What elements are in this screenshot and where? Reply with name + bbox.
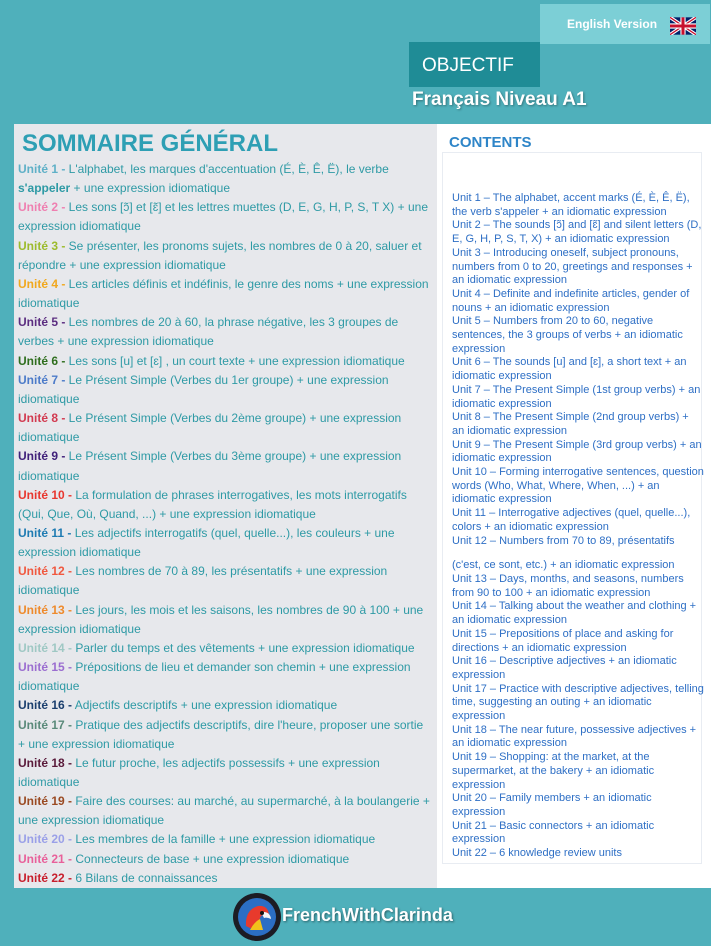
unit-item-fr <box>18 275 430 313</box>
unit-description: Les membres de la famille + une expression idiomatique <box>72 832 376 847</box>
unit-description: Les adjectifs interrogatifs (quel, quelle...), les couleurs + une expression idiomatique <box>18 525 395 560</box>
unit-description: Faire des courses: au marché, au supermarché, à la boulangerie + une expression idiomatique <box>18 794 430 828</box>
unit-item-fr <box>18 198 430 236</box>
unit-item-en: Unit 13 – Days, months, and seasons, numbers from 90 to 100 + an idiomatic expression <box>452 572 684 599</box>
unit-item-en: Unit 11 – Interrogative adjectives (quel, quelle...), colors + an idiomatic expression <box>452 507 691 533</box>
unit-item-en: Unit 15 – Prepositions of place and asking for directions + an idiomatic expression <box>452 627 674 654</box>
language-switch[interactable] <box>540 4 710 44</box>
unit-description: Se présenter, les pronoms sujets, les nombres de 0 à 20, saluer et répondre + une expression idiomatique <box>18 238 422 272</box>
unit-description-cont: + une expression idiomatique <box>70 181 230 196</box>
unit-description: Les jours, les mois et les saisons, les nombres de 90 à 100 + une expression idiomatique <box>18 602 424 636</box>
unit-description: Les sons [ɔ̃] et [ɛ̃] et les lettres muettes (D, E, G, H, P, S, T X) + une expression idiomatique <box>18 200 428 234</box>
unit-item-en: Unit 22 – 6 knowledge review units <box>452 847 622 860</box>
unit-label: Unité 12 - <box>18 564 73 579</box>
language-label[interactable]: English Version <box>567 17 658 31</box>
unit-item-en: Unit 3 – Introducing oneself, subject pronouns, numbers from 0 to 20, greetings and responses + an idiomatic expression <box>452 246 693 287</box>
contents-box <box>442 152 702 864</box>
unit-item-fr <box>18 869 430 888</box>
unit-item-fr <box>18 850 430 869</box>
unit-label: Unité 3 - <box>18 238 66 253</box>
unit-label: Unité 22 - <box>18 870 73 885</box>
unit-description: L'alphabet, les marques d'accentuation (É, È, Ê, Ë), le verbe <box>65 162 389 176</box>
unit-description: La formulation de phrases interrogatives, les mots interrogatifs (Qui, Que, Où, Quand, ...) + une expression idiomatique <box>18 487 407 521</box>
unit-item-en: Unit 14 – Talking about the weather and clothing + an idiomatic expression <box>452 600 697 627</box>
unit-label: Unité 16 - <box>18 698 73 713</box>
unit-description: Les sons [u] et [ɛ] , un court texte + une expression idiomatique <box>65 353 405 368</box>
unit-description: Les nombres de 20 à 60, la phrase négative, les 3 groupes de verbes + une expression idiomatique <box>18 315 399 349</box>
unit-label: Unité 17 - <box>18 717 73 732</box>
summary-title: SOMMAIRE GÉNÉRAL <box>22 130 279 157</box>
unit-item-fr <box>18 830 430 849</box>
english-unit-list <box>452 192 704 861</box>
unit-label: Unité 9 - <box>18 449 66 464</box>
unit-item-fr <box>18 486 430 524</box>
unit-item-en: Unit 1 – The alphabet, accent marks (É, È, Ê, Ë), the verb s'appeler + an idiomatic expression <box>452 192 690 218</box>
unit-label: Unité 13 - <box>18 602 73 617</box>
unit-item-en: Unit 8 – The Present Simple (2nd group verbs) + an idiomatic expression <box>452 411 689 437</box>
unit-item-en: Unit 5 – Numbers from 20 to 60, negative sentences, the 3 groups of verbs + an idiomatic expression <box>452 315 683 355</box>
unit-item-fr <box>18 601 430 639</box>
unit-label: Unité 20 - <box>18 832 73 847</box>
unit-item-fr <box>18 658 430 696</box>
unit-item-fr <box>18 716 430 754</box>
uk-flag-icon[interactable] <box>670 17 696 35</box>
unit-description: Parler du temps et des vêtements + une expression idiomatique <box>72 640 415 655</box>
unit-label: Unité 6 - <box>18 353 66 368</box>
unit-item-fr <box>18 313 430 351</box>
unit-description: Pratique des adjectifs descriptifs, dire l'heure, proposer une sortie + une expression idiomatique <box>18 717 424 751</box>
objective-label: OBJECTIF <box>422 55 514 76</box>
unit-item-fr <box>18 696 430 715</box>
unit-description: Prépositions de lieu et demander son chemin + une expression idiomatique <box>18 660 411 694</box>
unit-label: Unité 10 - <box>18 487 73 502</box>
brand-name: FrenchWithClarinda <box>282 905 453 925</box>
unit-highlight: s'appeler <box>18 181 71 196</box>
contents-title: CONTENTS <box>449 134 532 151</box>
unit-item-en: Unit 17 – Practice with descriptive adjectives, telling time, suggesting an outing + an idiomatic expression <box>452 682 704 723</box>
level-title: Français Niveau A1 <box>412 89 587 110</box>
unit-item-en: Unit 4 – Definite and indefinite articles, gender of nouns + an idiomatic expression <box>452 287 690 314</box>
unit-label: Unité 7 - <box>18 372 66 387</box>
unit-item-en: Unit 10 – Forming interrogative sentences, question words (Who, What, Where, When, ...) + an idiomatic expression <box>452 466 704 506</box>
unit-label: Unité 5 - <box>18 315 66 330</box>
unit-label: Unité 21 - <box>18 851 73 866</box>
unit-label: Unité 15 - <box>18 660 73 675</box>
unit-item-fr <box>18 792 430 830</box>
unit-item-fr <box>18 447 430 485</box>
unit-item-fr <box>18 562 430 600</box>
unit-item-fr <box>18 237 430 275</box>
french-unit-list <box>18 160 430 888</box>
unit-item-en: Unit 20 – Family members + an idiomatic expression <box>452 792 652 818</box>
unit-description: Le Présent Simple (Verbes du 2ème groupe) + une expression idiomatique <box>18 411 402 445</box>
objective-badge <box>409 42 540 87</box>
unit-item-en: Unit 18 – The near future, possessive adjectives + an idiomatic expression <box>452 723 697 750</box>
unit-item-fr <box>18 754 430 792</box>
unit-item-en: Unit 19 – Shopping: at the market, at the supermarket, at the bakery + an idiomatic expression <box>452 751 655 791</box>
unit-item-en: Unit 12 – Numbers from 70 to 89, présentatifs <box>452 534 675 547</box>
unit-label: Unité 2 - <box>18 200 66 215</box>
unit-description: Le futur proche, les adjectifs possessifs + une expression idiomatique <box>18 755 380 789</box>
unit-item-fr <box>18 352 430 371</box>
unit-label: Unité 4 - <box>18 276 66 291</box>
unit-label: Unité 8 - <box>18 411 66 426</box>
parrot-logo-icon <box>232 892 282 942</box>
unit-item-en: (c'est, ce sont, etc.) + an idiomatic expression <box>452 559 675 572</box>
unit-description: Les nombres de 70 à 89, les présentatifs + une expression idiomatique <box>18 564 388 598</box>
english-contents-panel <box>437 124 711 888</box>
unit-item-en: Unit 21 – Basic connectors + an idiomatic expression <box>452 819 655 846</box>
unit-item-en: Unit 6 – The sounds [u] and [ɛ], a short text + an idiomatic expression <box>452 356 687 383</box>
unit-label: Unité 19 - <box>18 794 73 809</box>
unit-item-fr <box>18 371 430 409</box>
unit-description: Le Présent Simple (Verbes du 3ème groupe) + une expression idiomatique <box>18 449 402 483</box>
unit-label: Unité 1 - <box>18 162 66 176</box>
unit-item-fr <box>18 409 430 447</box>
unit-description: Le Présent Simple (Verbes du 1er groupe) + une expression idiomatique <box>18 372 389 406</box>
unit-label: Unité 11 - <box>18 525 72 540</box>
unit-item-en: Unit 2 – The sounds [ɔ̃] and [ɛ̃] and silent letters (D, E, G, H, P, S, T, X) + an idiomatic expression <box>452 219 702 246</box>
unit-item-fr <box>18 524 430 562</box>
unit-item-fr <box>18 160 430 198</box>
unit-label: Unité 18 - <box>18 755 73 770</box>
french-summary-panel <box>14 124 437 888</box>
unit-description: Connecteurs de base + une expression idiomatique <box>72 851 350 866</box>
unit-item-en: Unit 9 – The Present Simple (3rd group verbs) + an idiomatic expression <box>452 438 702 465</box>
unit-item-en: Unit 7 – The Present Simple (1st group verbs) + an idiomatic expression <box>452 383 701 410</box>
unit-description: Adjectifs descriptifs + une expression idiomatique <box>72 698 338 713</box>
unit-item-fr <box>18 639 430 658</box>
unit-label: Unité 14 - <box>18 640 73 655</box>
unit-description: Les articles définis et indéfinis, le genre des noms + une expression idiomatique <box>18 276 429 311</box>
unit-item-en: Unit 16 – Descriptive adjectives + an idiomatic expression <box>452 655 677 681</box>
unit-description: 6 Bilans de connaissances <box>72 870 218 885</box>
